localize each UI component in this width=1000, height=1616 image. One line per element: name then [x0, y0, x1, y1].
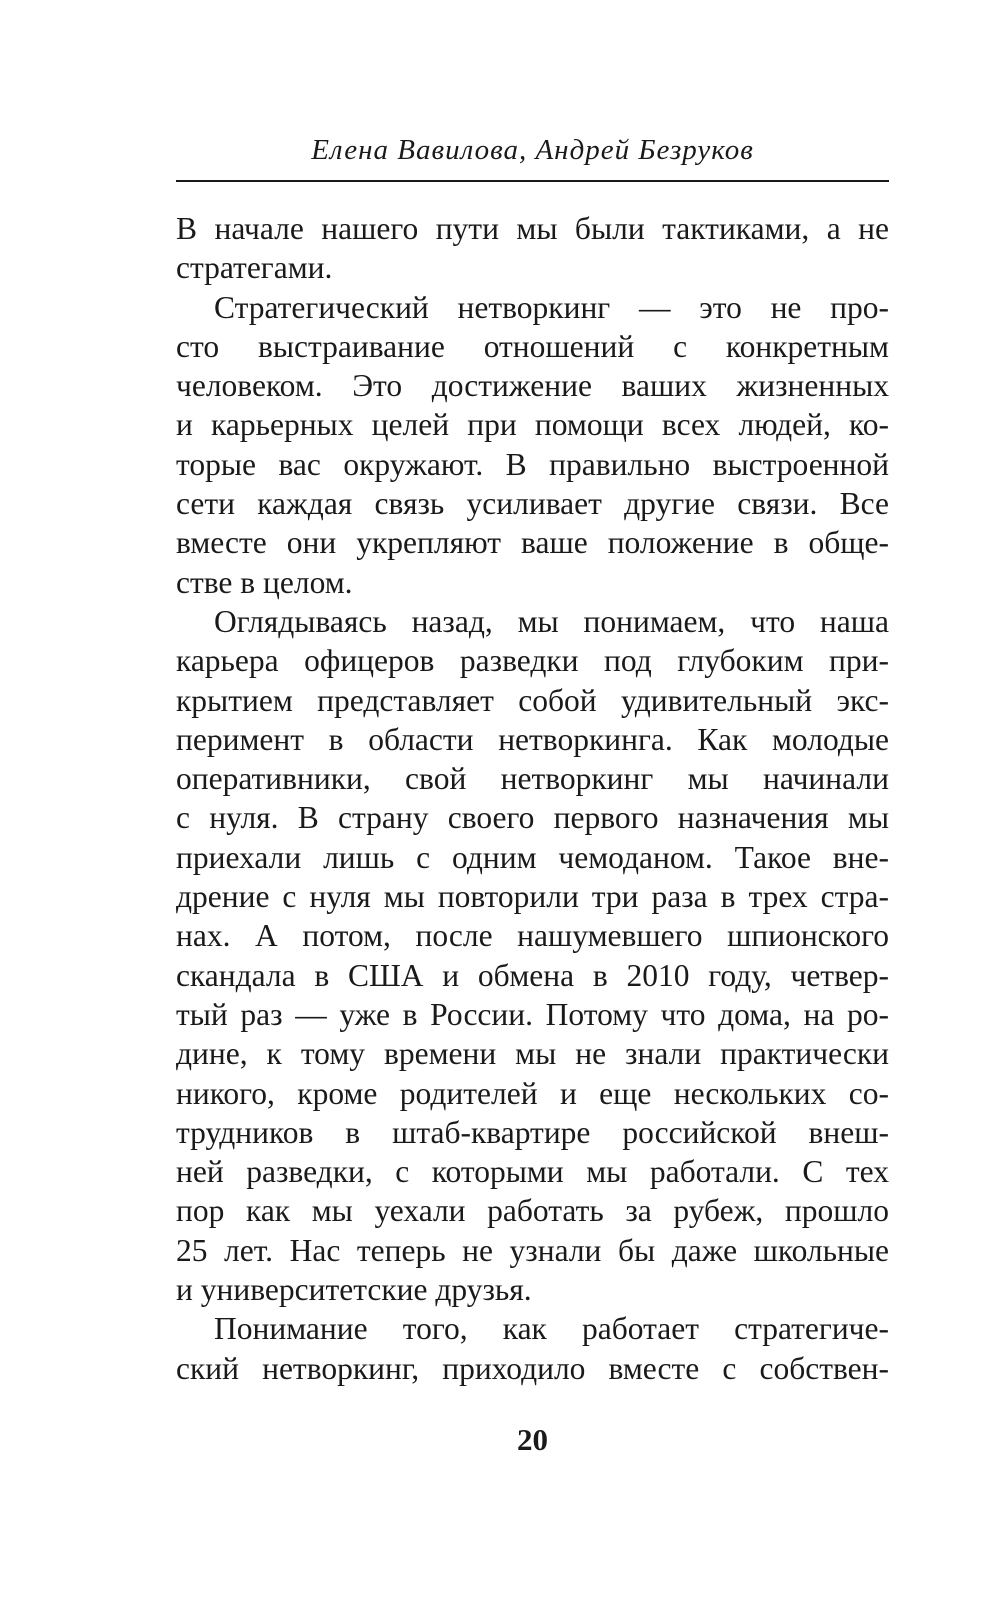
- text-line: нах. А потом, после нашумевшего шпионского: [176, 918, 889, 954]
- text-line: тый раз — уже в России. Потому что дома, на ро-: [176, 996, 889, 1032]
- text-line: сети каждая связь усиливает другие связи. Все: [176, 486, 889, 522]
- text-line: вместе они укрепляют ваше положение в обще-: [176, 525, 889, 561]
- text-line: и карьерных целей при помощи всех людей, ко-: [176, 407, 889, 443]
- text-line: Стратегический нетворкинг — это не про-: [214, 289, 889, 325]
- text-line: ней разведки, с которыми мы работали. С тех: [176, 1154, 889, 1190]
- book-page: [176, 0, 889, 1616]
- paragraph: [176, 288, 889, 602]
- body-text: [176, 209, 889, 1388]
- paragraph: [176, 209, 889, 288]
- text-line: человеком. Это достижение ваших жизненных: [176, 368, 889, 404]
- paragraph: [176, 602, 889, 1309]
- text-line: стве в целом.: [176, 564, 353, 600]
- text-line: торые вас окружают. В правильно выстроенной: [176, 446, 889, 482]
- text-line: 25 лет. Нас теперь не узнали бы даже школьные: [176, 1232, 889, 1268]
- paragraph: [176, 1309, 889, 1388]
- text-line: трудников в штаб-квартире российской внеш-: [176, 1114, 889, 1150]
- text-line: В начале нашего пути мы были тактиками, а не: [176, 211, 889, 246]
- text-line: пор как мы уехали работать за рубеж, прошло: [176, 1193, 889, 1229]
- page-number: 20: [517, 1422, 548, 1457]
- text-line: стратегами.: [176, 250, 333, 286]
- text-line: дине, к тому времени мы не знали практически: [176, 1036, 889, 1072]
- text-line: карьера офицеров разведки под глубоким при-: [176, 643, 889, 679]
- text-line: оперативники, свой нетворкинг мы начинали: [176, 761, 889, 797]
- text-line: приехали лишь с одним чемоданом. Такое вне-: [176, 839, 889, 875]
- text-line: перимент в области нетворкинга. Как молодые: [176, 721, 889, 757]
- text-line: Понимание того, как работает стратегиче-: [214, 1311, 889, 1347]
- text-line: никого, кроме родителей и еще нескольких со-: [176, 1075, 889, 1111]
- text-line: Оглядываясь назад, мы понимаем, что наша: [214, 603, 889, 639]
- text-line: скандала в США и обмена в 2010 году, четвер-: [176, 957, 889, 993]
- text-line: и университетские друзья.: [176, 1272, 532, 1308]
- text-line: крытием представляет собой удивительный экс-: [176, 682, 889, 718]
- running-header-authors: Елена Вавилова, Андрей Безруков: [311, 134, 754, 166]
- text-line: с нуля. В страну своего первого назначения мы: [176, 800, 889, 836]
- header-divider: [176, 180, 889, 182]
- text-line: сто выстраивание отношений с конкретным: [176, 328, 889, 364]
- text-line: дрение с нуля мы повторили три раза в трех стра-: [176, 879, 889, 915]
- text-line: ский нетворкинг, приходило вместе с собствен-: [176, 1350, 889, 1386]
